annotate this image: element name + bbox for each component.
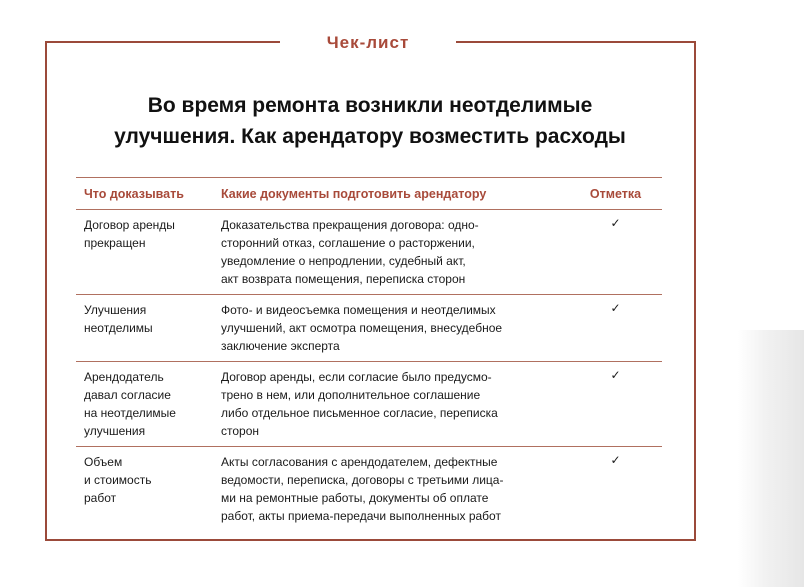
what-line: Улучшения (84, 303, 147, 317)
documents-cell (213, 362, 569, 446)
check-mark-icon: ✓ (610, 453, 621, 467)
documents-line: акт возврата помещения, переписка сторон (221, 272, 466, 286)
documents-line: трено в нем, или дополнительное соглашение (221, 388, 481, 402)
table-row (76, 447, 662, 531)
documents-line: улучшений, акт осмотра помещения, внесудебное (221, 321, 503, 335)
what-cell (76, 210, 213, 294)
what-cell (76, 295, 213, 361)
check-mark-icon: ✓ (610, 301, 621, 315)
checklist-table (76, 177, 662, 531)
documents-cell (213, 210, 569, 294)
what-line: давал согласие (84, 388, 171, 402)
what-line: неотделимы (84, 321, 153, 335)
table-row (76, 210, 662, 295)
documents-line: ведомости, переписка, договоры с третьими лица- (221, 473, 504, 487)
column-header-documents: Какие документы подготовить арендатору (221, 186, 487, 201)
table-row (76, 362, 662, 447)
what-line: Арендодатель (84, 370, 164, 384)
check-mark-icon: ✓ (610, 368, 621, 382)
documents-line: уведомление о непродлении, судебный акт, (221, 254, 466, 268)
checklist-badge (280, 28, 456, 58)
what-cell (76, 362, 213, 446)
table-row (76, 295, 662, 362)
documents-line: заключение эксперта (221, 339, 340, 353)
documents-line: Договор аренды, если согласие было предусмо- (221, 370, 492, 384)
what-line: Договор аренды (84, 218, 175, 232)
title-line: Во время ремонта возникли неотделимые (147, 94, 593, 117)
what-cell (76, 447, 213, 531)
check-mark-icon: ✓ (610, 216, 621, 230)
badge-label: Чек-лист (326, 33, 410, 52)
documents-line: либо отдельное письменное согласие, переписка (221, 406, 498, 420)
page-edge-shadow (738, 330, 804, 587)
what-line: работ (84, 491, 117, 505)
documents-line: Акты согласования с арендодателем, дефектные (221, 455, 498, 469)
what-line: прекращен (84, 236, 146, 250)
column-header-mark: Отметка (589, 186, 642, 201)
table-header-row (76, 177, 662, 210)
title-line: улучшения. Как арендатору возместить расходы (114, 125, 626, 148)
documents-cell (213, 447, 569, 531)
column-header-what: Что доказывать (84, 186, 184, 201)
documents-line: сторон (221, 424, 260, 438)
what-line: Объем (84, 455, 123, 469)
documents-line: сторонний отказ, соглашение о расторжении, (221, 236, 475, 250)
documents-line: ми на ремонтные работы, документы об оплате (221, 491, 489, 505)
what-line: улучшения (84, 424, 146, 438)
documents-cell (213, 295, 569, 361)
documents-line: Фото- и видеосъемка помещения и неотделимых (221, 303, 496, 317)
what-line: и стоимость (84, 473, 152, 487)
what-line: на неотделимые (84, 406, 176, 420)
checklist-title (60, 90, 680, 152)
documents-line: работ, акты приема-передачи выполненных работ (221, 509, 501, 523)
documents-line: Доказательства прекращения договора: одно- (221, 218, 479, 232)
